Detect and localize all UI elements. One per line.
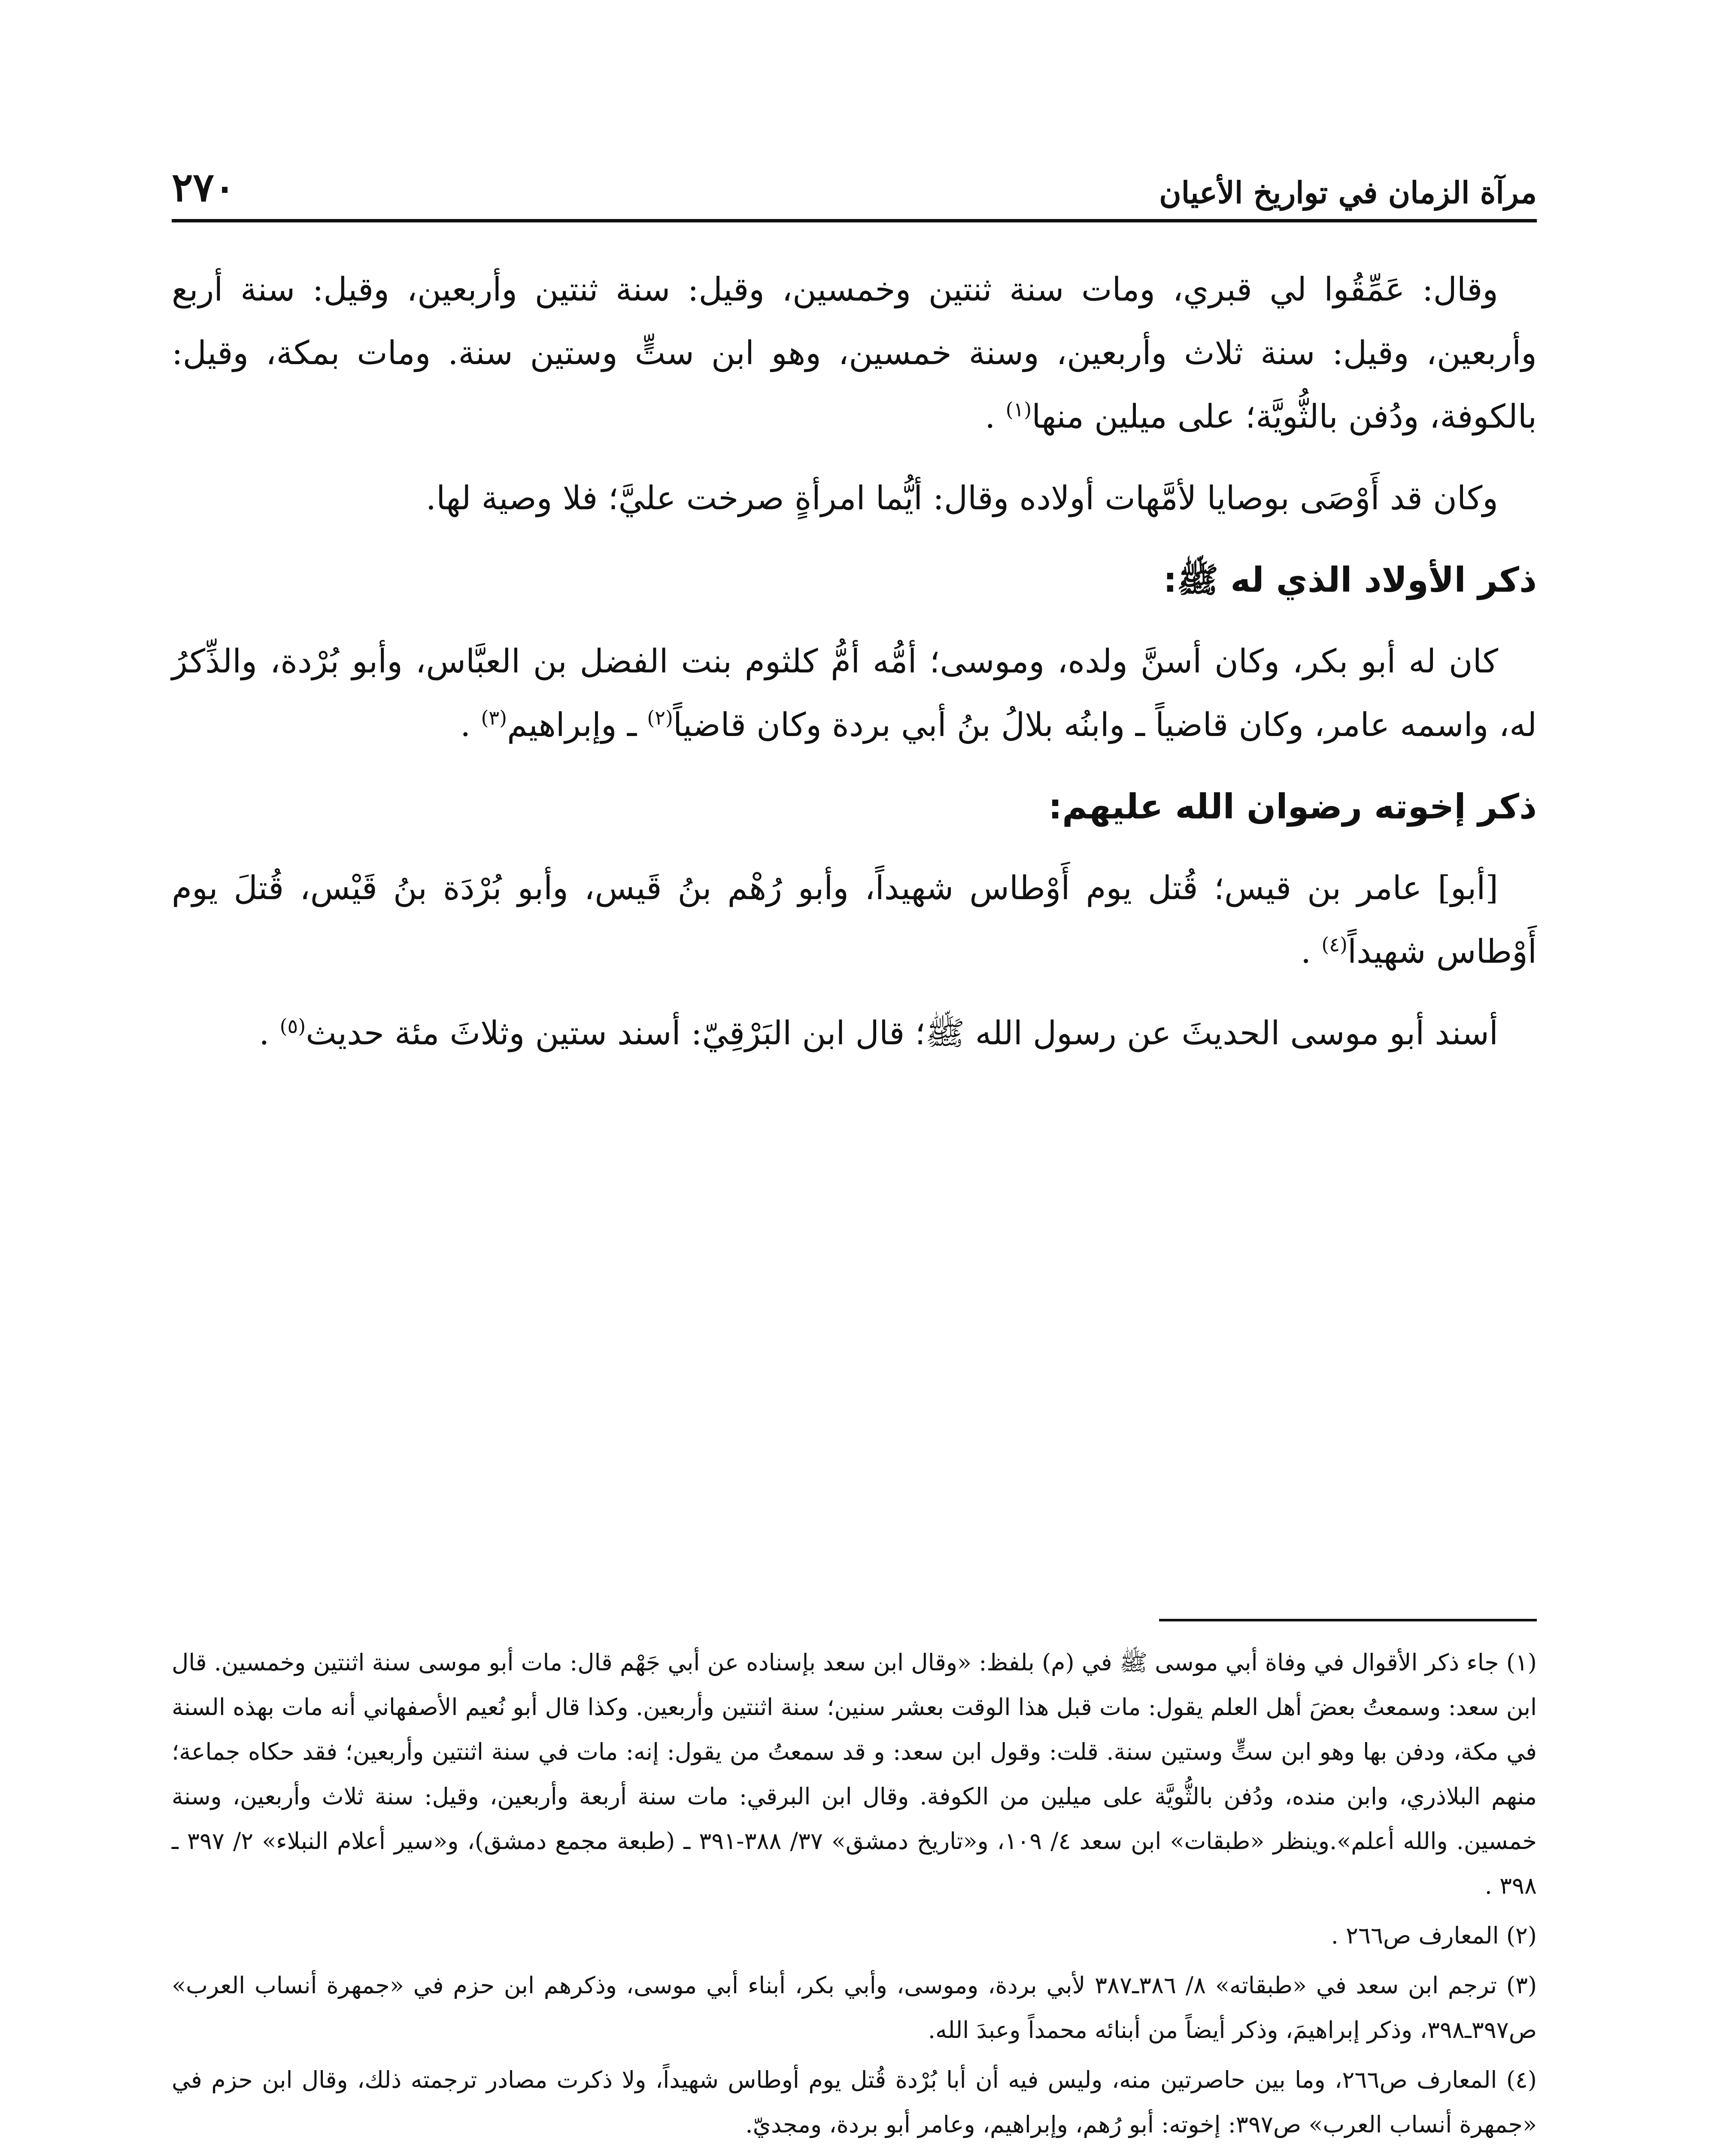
heading-brothers: ذكر إخوته رضوان الله عليهم:: [1048, 787, 1537, 827]
footnote-3: (٣) ترجم ابن سعد في «طبقاته» ٨/ ٣٨٦ـ٣٨٧ لأبي بردة، وموسى، وأبي بكر، أبناء أبي موسى، وذكرهم ابن حزم في «جمهرة أنساب العرب» ص٣٩٧ـ٣٩٨، وذكر إبراهيمَ، وذكر أيضاً من أبنائه محمداً وعبدَ الله.: [172, 1972, 1537, 2044]
footnote-ref-3: (٣): [481, 706, 507, 730]
paragraph-end: .: [259, 1014, 280, 1052]
book-page: [172, 129, 1537, 2147]
header-rule: [172, 219, 1537, 222]
paragraph-end: .: [985, 397, 1006, 435]
paragraph-text: وقال: عَمِّقُوا لي قبري، ومات سنة ثنتين وخمسين، وقيل: سنة ثنتين وأربعين، وقيل: سنة أربع وأربعين، وقيل: سنة ثلاث وأربعين، وسنة خمسين، وهو ابن ستٍّ وستين سنة. ومات بمكة، وقيل: بالكوفة، ودُفن بالثُّويَّة؛ على ميلين منها: [172, 270, 1537, 435]
paragraph-hadith: [172, 1001, 1537, 1065]
footnote-ref-1: (١): [1005, 398, 1032, 421]
paragraph-end: .: [460, 706, 481, 744]
paragraph-death-dates: [172, 258, 1537, 448]
paragraph-text: كان له أبو بكر، وكان أسنَّ ولده، وموسى؛ أمُّه أمُّ كلثوم بنت الفضل بن العبَّاس، وأبو بُرْدة، والذِّكرُ له، واسمه عامر، وكان قاضياً ـ وابنُه بلالُ بنُ أبي بردة وكان قاضياً: [172, 642, 1537, 744]
footnote-2: (٢) المعارف ص٢٦٦ .: [1331, 1922, 1537, 1949]
paragraph-children: [172, 630, 1537, 757]
heading-children: ذكر الأولاد الذي له ﷺ:: [1163, 560, 1537, 600]
footnote-ref-2: (٢): [647, 706, 673, 730]
footnote-ref-4: (٤): [1321, 933, 1348, 956]
paragraph-text: وكان قد أَوْصَى بوصايا لأمَّهات أولاده وقال: أيُّما امرأةٍ صرخت عليَّ؛ فلا وصية لها.: [425, 479, 1498, 517]
running-title: مرآة الزمان في تواريخ الأعيان: [1159, 175, 1537, 210]
paragraph-text: [أبو] عامر بن قيس؛ قُتل يوم أَوْطاس شهيداً، وأبو رُهْم بنُ قَيس، وأبو بُرْدَة بنُ قَيْس، قُتلَ يوم أَوْطاس شهيداً: [172, 869, 1537, 970]
footnote-4: (٤) المعارف ص٢٦٦، وما بين حاصرتين منه، وليس فيه أن أبا بُرْدة قُتل يوم أوطاس شهيداً، ولا ذكرت مصادر ترجمته ذلك، وقال ابن حزم في «جمهرة أنساب العرب» ص٣٩٧: إخوته: أبو رُهم، وإبراهيم، وعامر أبو بردة، ومجديّ.: [172, 2066, 1537, 2138]
main-text: [172, 258, 1537, 1083]
footnotes: [172, 1640, 1537, 2147]
paragraph-brothers: [172, 856, 1537, 983]
footnote-ref-5: (٥): [279, 1014, 306, 1038]
paragraph-will: [172, 466, 1537, 530]
page-header: [172, 163, 1537, 210]
page-number: ٢٧٠: [172, 164, 236, 210]
footnote-separator: [1159, 1619, 1537, 1621]
paragraph-text-continued: ـ وإبراهيم: [507, 706, 647, 744]
footnote-1: (١) جاء ذكر الأقوال في وفاة أبي موسى ﷺ في (م) بلفظ: «وقال ابن سعد بإسناده عن أبي جَهْم قال: مات أبو موسى سنة اثنتين وخمسين. قال ابن سعد: وسمعتُ بعضَ أهل العلم يقول: مات قبل هذا الوقت بعشر سنين؛ سنة اثنتين وأربعين. وكذا قال أبو نُعيم الأصفهاني أنه مات بهذه السنة في مكة، ودفن بها وهو ابن ستٍّ وستين سنة. قلت: وقول ابن سعد: و قد سمعتُ من يقول: إنه: مات في سنة اثنتين وأربعين؛ فقد حكاه جماعة؛ منهم البلاذري، وابن منده، ودُفن بالثُّويَّة على ميلين من الكوفة. وقال ابن البرقي: مات سنة أربعة وأربعين، وقيل: سنة ثلاث وأربعين، وسنة خمسين. والله أعلم».وينظر «طبقات» ابن سعد ٤/ ١٠٩، و«تاريخ دمشق» ٣٧/ ٣٨٨-٣٩١ ـ (طبعة مجمع دمشق)، و«سير أعلام النبلاء» ٢/ ٣٩٧ ـ ٣٩٨ .: [172, 1649, 1537, 1899]
paragraph-end: .: [1301, 932, 1322, 970]
paragraph-text: أسند أبو موسى الحديثَ عن رسول الله ﷺ؛ قال ابن البَرْقِيّ: أسند ستين وثلاثَ مئة حديث: [306, 1014, 1498, 1052]
